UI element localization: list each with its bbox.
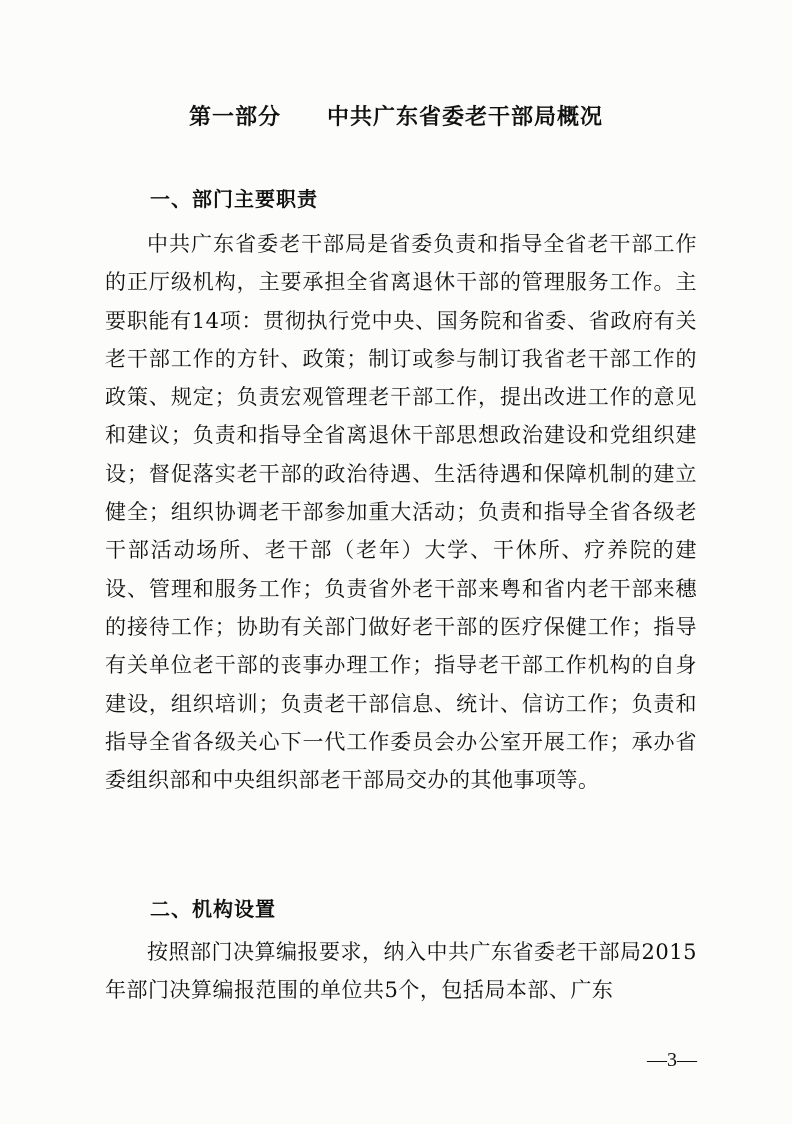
section-heading-duties: 一、部门主要职责 bbox=[150, 187, 318, 211]
section-body-duties: 中共广东省委老干部局是省委负责和指导全省老干部工作的正厅级机构，主要承担全省离退休干部的管理服务工作。主要职能有14项：贯彻执行党中央、国务院和省委、省政府有关老干部工作的方针、政策；制订或参与制订我省老干部工作的政策、规定；负责宏观管理老干部工作，提出改进工作的意见和建议；负责和指导全省离退休干部思想政治建设和党组织建设；督促落实老干部的政治待遇、生活待遇和保障机制的建立健全；组织协调老干部参加重大活动；负责和指导全省各级老干部活动场所、老干部（老年）大学、干休所、疗养院的建设、管理和服务工作；负责省外老干部来粤和省内老干部来穗的接待工作；协助有关部门做好老干部的医疗保健工作；指导有关单位老干部的丧事办理工作；指导老干部工作机构的自身建设，组织培训；负责老干部信息、统计、信访工作；负责和指导全省各级关心下一代工作委员会办公室开展工作；承办省委组织部和中央组织部老干部局交办的其他事项等。 bbox=[105, 232, 697, 793]
section-body-organization: 按照部门决算编报要求，纳入中共广东省委老干部局2015年部门决算编报范围的单位共5个，包括局本部、广东 bbox=[105, 940, 697, 1003]
page-title: 第一部分 中共广东省委老干部局概况 bbox=[188, 105, 603, 130]
section-heading-organization: 二、机构设置 bbox=[150, 897, 276, 921]
page-number: —3— bbox=[647, 1049, 697, 1071]
